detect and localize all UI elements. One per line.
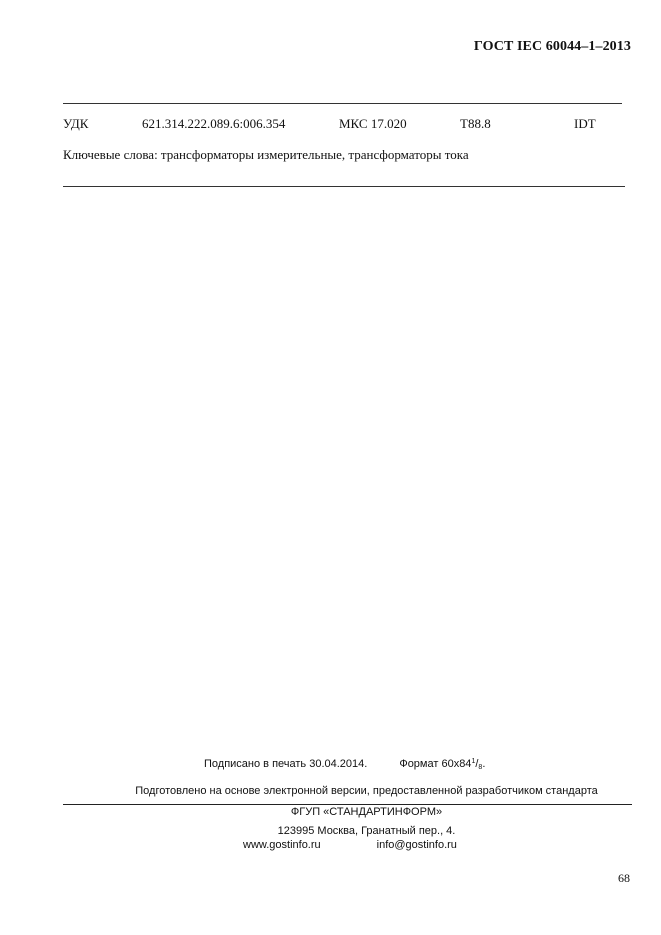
keywords-divider (63, 186, 625, 187)
format-denominator: 8 (478, 764, 483, 771)
top-divider (63, 103, 622, 104)
signed-for-print-line (204, 758, 485, 771)
format-prefix: Формат 60х84 (399, 758, 472, 770)
paper-format (399, 758, 485, 770)
mks-code: МКС 17.020 (339, 116, 407, 131)
format-numerator: 1 (471, 758, 476, 765)
t-code: Т88.8 (460, 116, 491, 131)
udk-label: УДК (63, 116, 89, 131)
standard-code: ГОСТ IEC 60044–1–2013 (473, 39, 631, 54)
footer-divider (63, 804, 632, 805)
publisher-address: 123995 Москва, Гранатный пер., 4. (277, 825, 456, 837)
email-link[interactable]: info@gostinfo.ru (376, 839, 457, 851)
page-number: 68 (618, 871, 630, 885)
signed-date: Подписано в печать 30.04.2014. (204, 758, 368, 770)
idt-label: IDT (574, 116, 596, 131)
format-separator: / (475, 758, 479, 770)
classification-row (0, 116, 661, 134)
publisher-contacts (243, 839, 457, 851)
udk-value: 621.314.222.089.6:006.354 (142, 116, 286, 131)
format-suffix: . (482, 758, 486, 770)
publisher-name: ФГУП «СТАНДАРТИНФОРМ» (290, 806, 443, 818)
prepared-note: Подготовлено на основе электронной версии, предоставленной разработчиком стандарта (135, 785, 598, 797)
website-link[interactable]: www.gostinfo.ru (243, 839, 321, 851)
keywords-line: Ключевые слова: трансформаторы измерительные, трансформаторы тока (63, 147, 469, 162)
